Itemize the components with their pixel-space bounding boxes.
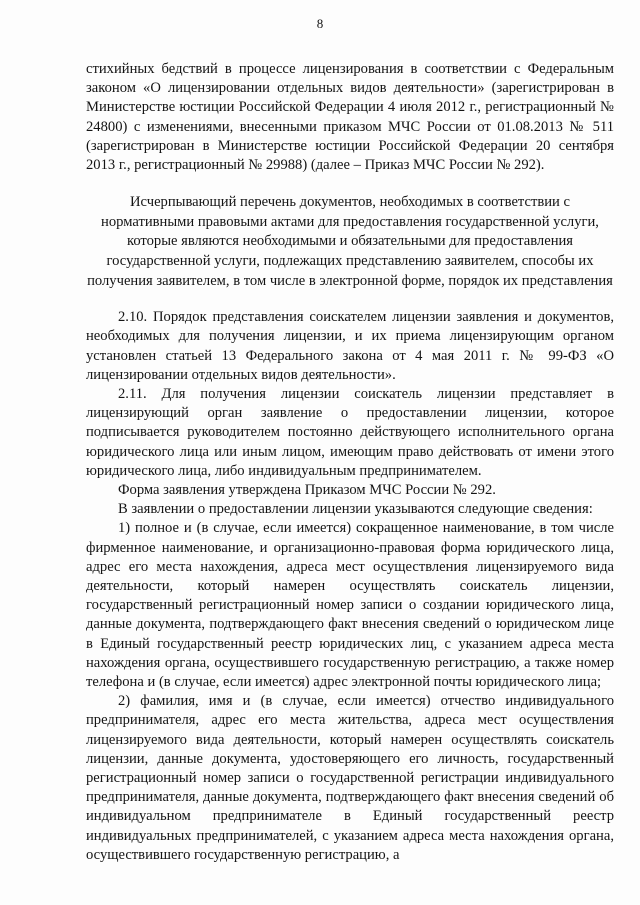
paragraph-item-1: 1) полное и (в случае, если имеется) сокращенное наименование, в том числе фирменное наименование, и организационно-правовая форма юридического лица, адрес его места нахождения, адреса мест осуществления лицензируемого вида деятельности, который намерен осуществлять соискатель лицензии, государственный регистрационный номер записи о создании юридического лица, данные документа, подтверждающего факт внесения сведений о юридическом лице в Единый государственный реестр юридических лиц, с указанием адреса места нахождения органа, осуществившего государственную регистрацию, а также номер телефона и (в случае, если имеется) адрес электронной почты юридического лица; bbox=[86, 520, 614, 691]
paragraph-intro: стихийных бедствий в процессе лицензирования в соответствии с Федеральным законом «О лицензировании отдельных видов деятельности» (зарегистрирован в Министерстве юстиции Российской Федерации 4 июля 2012 г., регистрационный № 24800) с изменениями, внесенными приказом МЧС России от 01.08.2013 № 511 (зарегистрирован в Министерстве юстиции Российской Федерации 20 сентября 2013 г., регистрационный № 29988) (далее – Приказ МЧС России № 292). bbox=[86, 61, 614, 174]
paragraph-info: В заявлении о предоставлении лицензии указываются следующие сведения: bbox=[118, 501, 593, 518]
paragraph-2-11: 2.11. Для получения лицензии соискатель лицензии представляет в лицензирующий орган заявление о предоставлении лицензии, которое подписывается руководителем постоянно действующего исполнительного органа юридического лица или иным лицом, имеющим право действовать от имени этого юридического лица, либо индивидуальным предпринимателем. bbox=[86, 386, 614, 479]
section-heading: Исчерпывающий перечень документов, необходимых в соответствии с нормативными правовыми актами для предоставления государственной услуги, которые являются необходимыми и обязательными для предоставления государственной услуги, подлежащих представлению заявителем, способы их получения заявителем, в том числе в электронной форме, порядок их представления bbox=[87, 194, 613, 289]
paragraph-item-2: 2) фамилия, имя и (в случае, если имеется) отчество индивидуального предпринимателя, адрес его места жительства, адреса мест осуществления лицензируемого вида деятельности, который намерен осуществлять соискатель лицензии, данные документа, удостоверяющего его личность, государственный регистрационный номер записи о государственной регистрации индивидуального предпринимателя, данные документа, подтверждающего факт внесения сведений об индивидуальном предпринимателе в Единый государственный реестр индивидуальных предпринимателей, с указанием адреса места нахождения органа, осуществившего государственную регистрацию, а bbox=[86, 693, 614, 863]
spacer bbox=[86, 175, 614, 193]
page-number: 8 bbox=[316, 16, 324, 31]
spacer bbox=[86, 291, 614, 308]
paragraph-2-10: 2.10. Порядок представления соискателем лицензии заявления и документов, необходимых для получения лицензии, и их приема лицензирующим органом установлен статьей 13 Федерального закона от 4 мая 2011 г. № 99-ФЗ «О лицензировании отдельных видов деятельности». bbox=[86, 309, 614, 383]
paragraph-form: Форма заявления утверждена Приказом МЧС России № 292. bbox=[118, 482, 496, 499]
document-body bbox=[86, 60, 614, 865]
